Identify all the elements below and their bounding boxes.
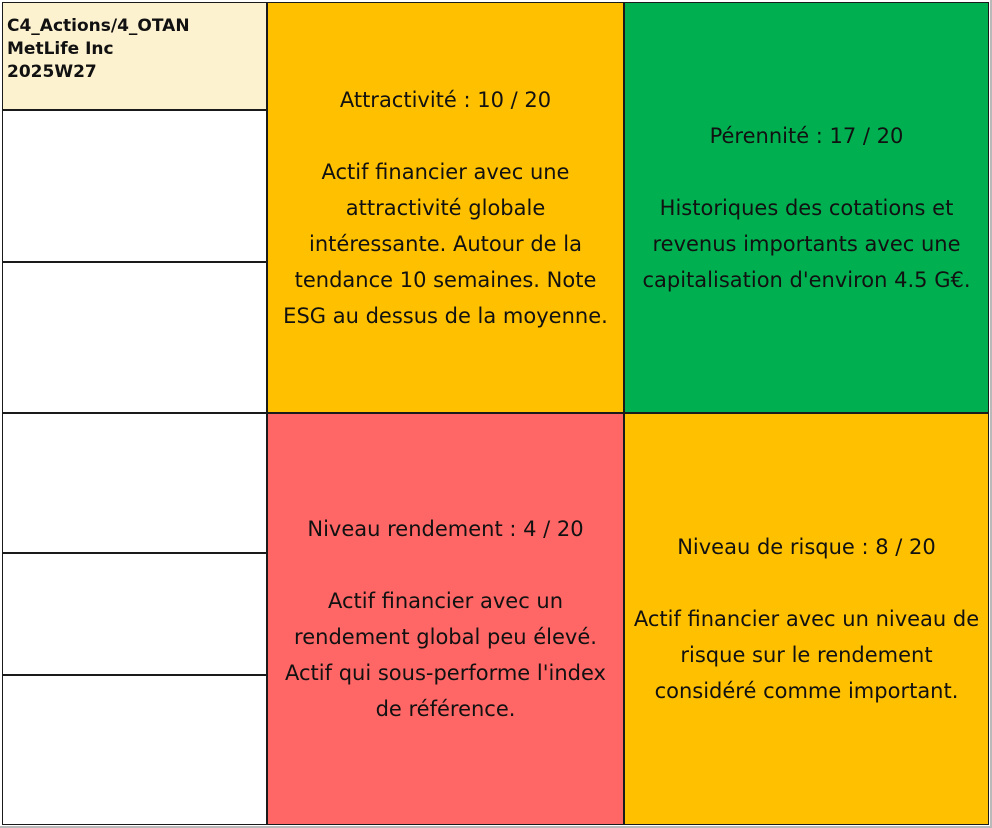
asset-header-cell[interactable] xyxy=(2,2,267,110)
perennite-text-line: Historiques des cotations et xyxy=(659,195,954,220)
rendement-text-line: Actif financier avec un xyxy=(327,589,564,613)
week-label: 2025W27 xyxy=(7,62,97,82)
perennite-cell[interactable] xyxy=(624,2,989,413)
risque-title: Niveau de risque : 8 / 20 xyxy=(677,535,936,559)
risque-cell[interactable] xyxy=(624,413,989,825)
perennite-text-line: capitalisation d'environ 4.5 G€. xyxy=(642,267,971,292)
rendement-text-line: de référence. xyxy=(375,697,516,721)
attractivite-cell[interactable] xyxy=(267,2,624,413)
attractivite-text-line: ESG au dessus de la moyenne. xyxy=(283,303,608,328)
empty-cell[interactable] xyxy=(2,675,267,825)
risque-text-line: Actif financier avec un niveau de xyxy=(633,607,980,631)
risque-text-line: considéré comme important. xyxy=(654,679,959,703)
portfolio-path: C4_Actions/4_OTAN xyxy=(7,16,190,36)
empty-cell[interactable] xyxy=(2,413,267,553)
perennite-text-line: revenus importants avec une xyxy=(652,231,961,256)
attractivite-text-line: Actif financier avec une xyxy=(321,159,570,184)
empty-cell[interactable] xyxy=(2,110,267,262)
risque-text-line: risque sur le rendement xyxy=(680,643,933,667)
attractivite-text-line: intéressante. Autour de la xyxy=(309,231,582,256)
rendement-text-line: rendement global peu élevé. xyxy=(294,625,597,649)
rendement-cell[interactable] xyxy=(267,413,624,825)
rendement-title: Niveau rendement : 4 / 20 xyxy=(307,517,584,541)
attractivite-text-line: tendance 10 semaines. Note xyxy=(294,267,597,292)
empty-cell[interactable] xyxy=(2,262,267,413)
attractivite-title: Attractivité : 10 / 20 xyxy=(339,87,552,112)
attractivite-text-line: attractivité globale xyxy=(345,195,546,220)
company-name: MetLife Inc xyxy=(7,39,114,59)
perennite-title: Pérennité : 17 / 20 xyxy=(709,123,904,148)
empty-cell[interactable] xyxy=(2,553,267,675)
rendement-text-line: Actif qui sous-performe l'index xyxy=(285,661,606,685)
